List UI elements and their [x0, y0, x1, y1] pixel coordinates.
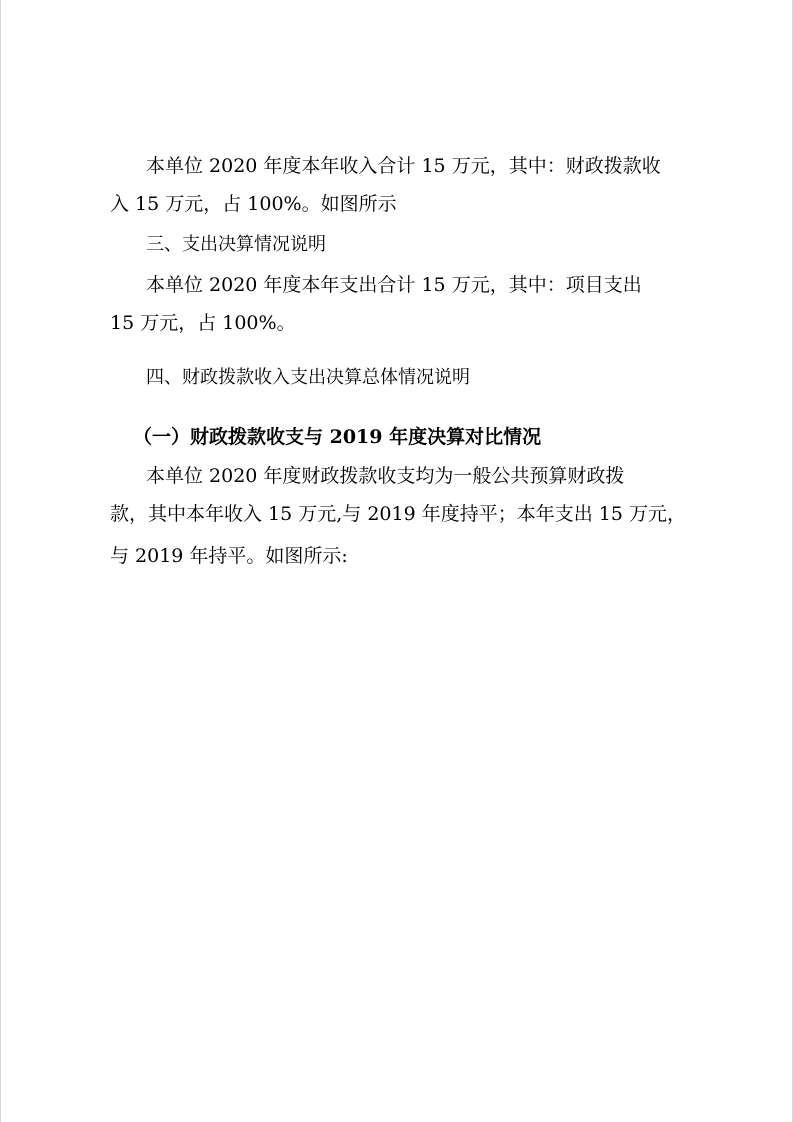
paragraph-income-line-2: 入 15 万元，占 100%。如图所示: [110, 193, 397, 215]
paragraph-income-line-1: 本单位 2020 年度本年收入合计 15 万元，其中：财政拨款收: [146, 155, 661, 177]
paragraph-comparison-line-1: 本单位 2020 年度财政拨款收支均为一般公共预算财政拨: [146, 465, 625, 487]
subsection-heading-comparison: （一）财政拨款收支与 2019 年度决算对比情况: [133, 426, 542, 448]
paragraph-expenditure-line-1: 本单位 2020 年度本年支出合计 15 万元，其中：项目支出: [146, 274, 642, 296]
section-heading-expenditure: 三、支出决算情况说明: [146, 234, 326, 255]
section-heading-fiscal-overview: 四、财政拨款收入支出决算总体情况说明: [146, 367, 470, 388]
paragraph-comparison-line-2: 款，其中本年收入 15 万元,与 2019 年度持平；本年支出 15 万元，: [110, 503, 686, 525]
paragraph-comparison-line-3: 与 2019 年持平。如图所示:: [110, 545, 348, 567]
paragraph-expenditure-line-2: 15 万元，占 100%。: [110, 312, 296, 334]
